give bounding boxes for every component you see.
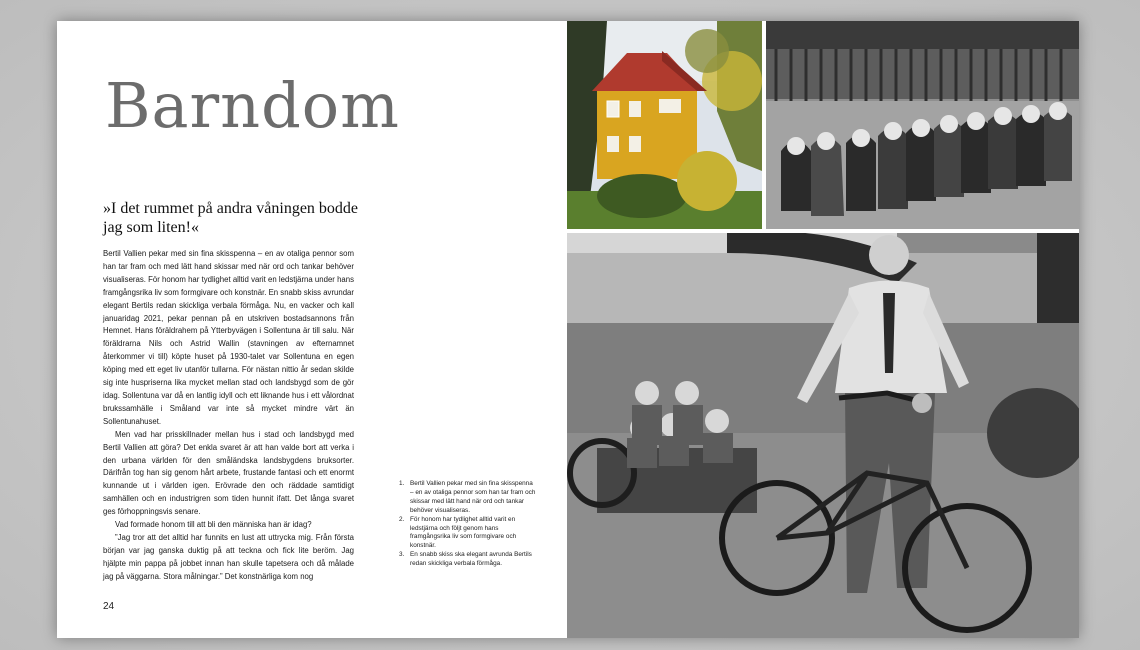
footnote-number: 2.: [399, 515, 405, 523]
footnote: [388, 480, 538, 516]
yellow-house-photo: [567, 21, 762, 229]
page-number: 24: [103, 601, 115, 612]
footnote-text: För honom har tydlighet alltid varit en ledstjärna och följt genom hans framgångsrika liv som formgivare och konstnär.: [410, 515, 517, 550]
paragraph: Men vad har prisskillnader mellan hus i stad och landsbygd med Bertil Vallien att göra? Det enkla svaret är att han valde bort att verka i den urbana världen för den småländska landsbygdens bruksorter. Därifrån tog han sig genom hårt arbete, frustande fantasi och ett enormt kunnande ut i världen igen. Erövrade den och räddade samtidigt samhällen och en industrigren som tiden hunnit ifatt. Det långa svaret ges förhoppningsvis senare.: [103, 429, 354, 517]
children-group-photo: [766, 21, 1079, 229]
paragraph: Vad formade honom till att bli den människa han är idag?: [115, 520, 312, 530]
left-page: [57, 21, 567, 638]
pull-quote: »I det rummet på andra våningen bodde jag som liten!«: [103, 200, 359, 236]
paragraph: Bertil Vallien pekar med sin fina skisspenna – en av otaliga pennor som han tar fram och med lätt hand skissar med när ord och tankar behöver visualiseras. För honom har tydlighet alltid varit en ledstjärna under hans framgångsrika liv som formgivare och konstnär. En snabb skiss avrundar elegant Bertils redan skickliga verbala förmåga. Nu, en vacker och kall januaridag 2021, pekar pennan på en utskriven bostadsannons från Hemnet. Hans föräldrahem på Ytterbyvägen i Sollentuna är till salu. När föräldrarna Nils och Astrid Wallin (stavningen av efternamnet återkommer vi till) köpte huset på 1930-talet var Sollentuna en egen köping med ett eget liv utanför tullarna. För nästan nittio år sedan skilde sig inte huspriserna lika mycket mellan stad och landsbygd som de gör idag. Sollentuna var då en lantlig idyll och ett liknande hus i ett vålordnat brukssamhälle i Småland var inte så mycket mindre värt än Sollentunahuset.: [103, 249, 354, 426]
man-with-bicycle-photo: [567, 233, 1079, 638]
footnotes: [388, 480, 538, 569]
chapter-title: Barndom: [105, 69, 400, 142]
footnote-number: 1.: [399, 480, 405, 487]
footnote: [388, 516, 538, 552]
book-spread: [57, 21, 1079, 638]
body-text: [103, 248, 354, 584]
footnote-text: Bertil Vallien pekar med sin fina skisspenna – en av otaliga pennor som han tar fram och skissar med lätt hand när ord och tankar behöver visualiseras.: [410, 480, 536, 514]
paragraph: ”Jag tror att det alltid har funnits en lust att uttrycka mig. Från första början var jag ganska duktig på att teckna och fick lite beröm. Jag hjälpte min pappa på jobbet innan han skulle tapetsera och då målade jag på väggarna. Stora målningar.” Det konstnärliga kom nog: [103, 532, 354, 581]
footnote: [388, 551, 538, 569]
footnote-text: En snabb skiss ska elegant avrunda Bertils redan skickliga verbala förmåga.: [410, 551, 532, 568]
footnote-number: 3.: [399, 551, 405, 559]
